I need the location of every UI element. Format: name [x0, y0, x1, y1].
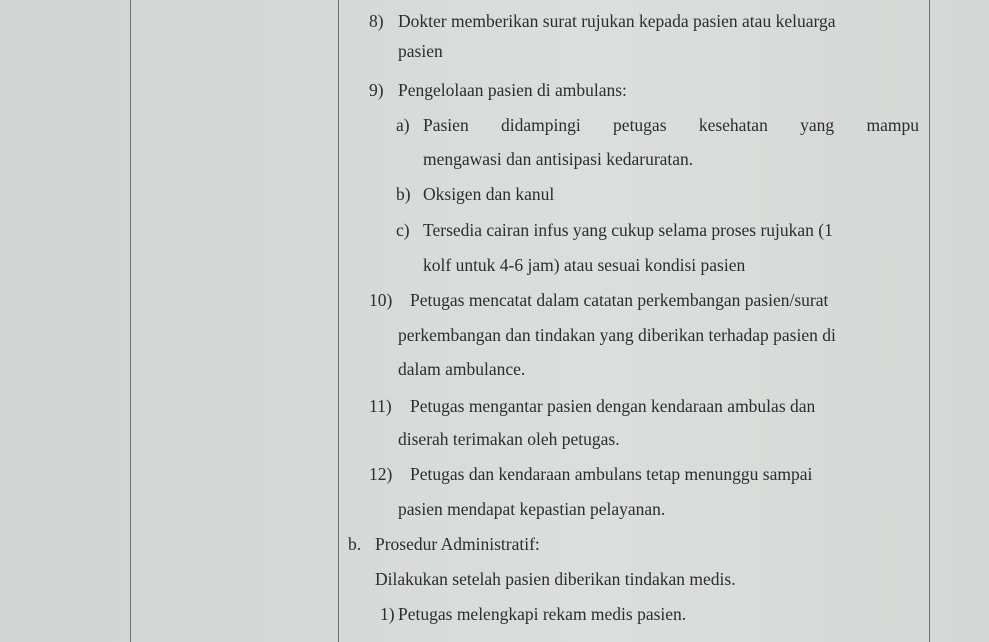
subitem-b-marker: b)	[396, 184, 411, 204]
section-b-marker: b.	[348, 534, 362, 554]
subitem-a-word: petugas	[613, 115, 667, 135]
subitem-a-marker: a)	[396, 115, 410, 135]
item-10-text-cont: perkembangan dan tindakan yang diberikan terhadap pasien di	[398, 325, 836, 345]
subitem-a-word: Pasien	[423, 115, 469, 135]
item-8-number: 8)	[369, 11, 384, 31]
subitem-b-text: Oksigen dan kanul	[423, 184, 555, 204]
subitem-a-word: didampingi	[501, 115, 581, 135]
item-11-text-cont: diserah terimakan oleh petugas.	[398, 429, 620, 449]
subitem-c-text-cont: kolf untuk 4-6 jam) atau sesuai kondisi pasien	[423, 255, 746, 275]
section-b-title: Prosedur Administratif:	[375, 534, 540, 554]
section-b-item-1-text: Petugas melengkapi rekam medis pasien.	[398, 604, 687, 624]
item-12-text-cont: pasien mendapat kepastian pelayanan.	[398, 499, 666, 519]
item-8-text: Dokter memberikan surat rujukan kepada pasien atau keluarga	[398, 11, 836, 31]
table-border-middle	[338, 0, 339, 642]
item-10-text-cont2: dalam ambulance.	[398, 359, 526, 379]
item-11-text: Petugas mengantar pasien dengan kendaraan ambulas dan	[410, 396, 816, 416]
subitem-a-word: mampu	[866, 115, 919, 135]
subitem-a-word: yang	[800, 115, 835, 135]
item-9-text: Pengelolaan pasien di ambulans:	[398, 80, 627, 100]
item-10-number: 10)	[369, 290, 393, 310]
section-b-intro: Dilakukan setelah pasien diberikan tindakan medis.	[375, 569, 736, 589]
subitem-a-word: kesehatan	[698, 115, 768, 135]
item-8-text-cont: pasien	[398, 41, 443, 61]
item-12-number: 12)	[369, 464, 393, 484]
subitem-a-text-cont: mengawasi dan antisipasi kedaruratan.	[423, 149, 694, 169]
table-border-left	[130, 0, 131, 642]
item-12-text: Petugas dan kendaraan ambulans tetap menunggu sampai	[410, 464, 813, 484]
table-border-right	[929, 0, 930, 642]
section-b-item-1-number: 1)	[380, 604, 395, 624]
item-10-text: Petugas mencatat dalam catatan perkembangan pasien/surat	[410, 290, 829, 310]
subitem-c-marker: c)	[396, 220, 410, 240]
item-9-number: 9)	[369, 80, 384, 100]
subitem-a-text	[423, 115, 919, 135]
subitem-c-text: Tersedia cairan infus yang cukup selama proses rujukan (1	[423, 220, 833, 240]
item-11-number: 11)	[369, 396, 392, 416]
